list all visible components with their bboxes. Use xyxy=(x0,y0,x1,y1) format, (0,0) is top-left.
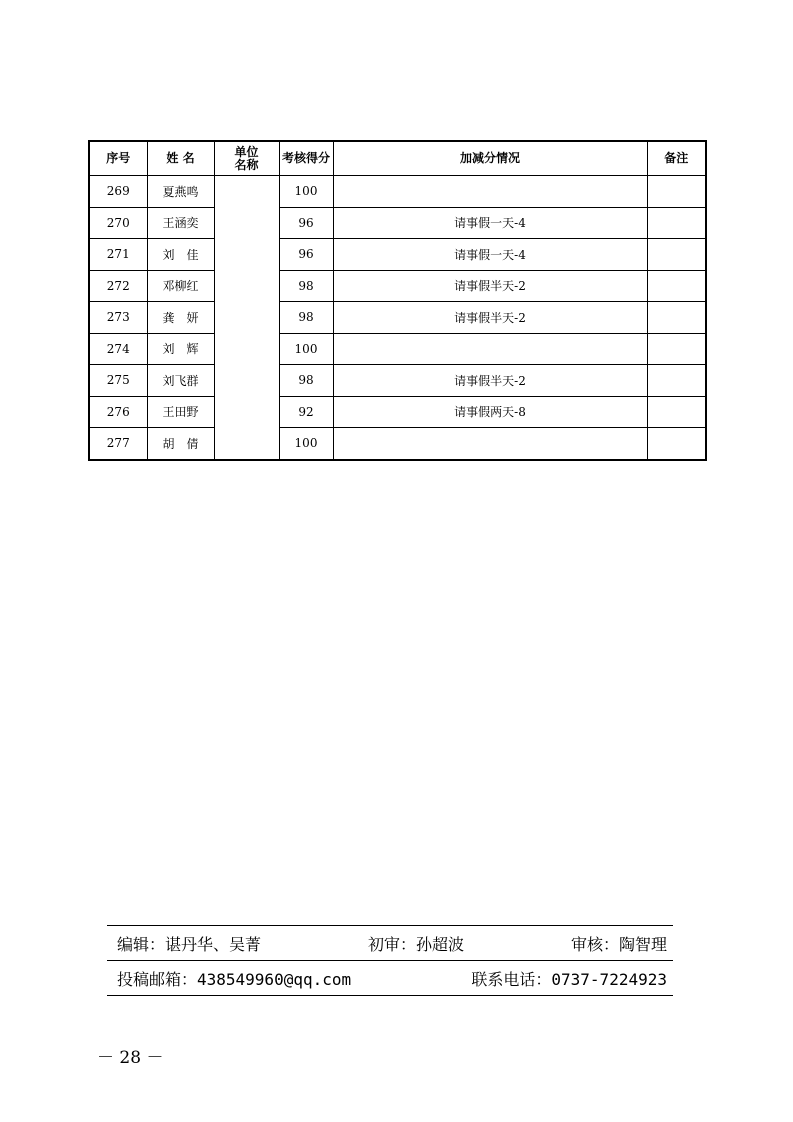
cell-score: 98 xyxy=(279,270,333,302)
cell-seq: 271 xyxy=(89,239,147,271)
cell-adjustment xyxy=(333,428,647,460)
footer-editors: 编辑：谌丹华、吴菁 xyxy=(117,934,262,954)
header-unit-line1: 单位 xyxy=(234,144,259,159)
table-row xyxy=(89,428,706,460)
table-row xyxy=(89,176,706,208)
footer-contact-row xyxy=(107,961,673,995)
cell-remark xyxy=(647,428,706,460)
header-unit xyxy=(214,141,279,176)
cell-unit-merged xyxy=(214,176,279,460)
cell-score: 96 xyxy=(279,239,333,271)
cell-seq: 276 xyxy=(89,396,147,428)
footer-first-review: 初审：孙超波 xyxy=(367,934,464,954)
cell-name: 王涵奕 xyxy=(147,207,214,239)
cell-name: 刘飞群 xyxy=(147,365,214,397)
page-number: － 28 － xyxy=(97,1048,164,1068)
cell-score: 98 xyxy=(279,302,333,334)
score-table xyxy=(88,140,707,461)
table-row xyxy=(89,239,706,271)
cell-adjustment xyxy=(333,176,647,208)
cell-adjustment xyxy=(333,333,647,365)
cell-remark xyxy=(647,207,706,239)
cell-score: 100 xyxy=(279,333,333,365)
cell-adjustment: 请事假半天-2 xyxy=(333,270,647,302)
cell-remark xyxy=(647,239,706,271)
cell-score: 100 xyxy=(279,176,333,208)
footer-email: 投稿邮箱：438549960@qq.com xyxy=(117,969,352,989)
cell-remark xyxy=(647,270,706,302)
cell-adjustment: 请事假半天-2 xyxy=(333,302,647,334)
header-adjustment: 加减分情况 xyxy=(333,141,647,176)
cell-adjustment: 请事假半天-2 xyxy=(333,365,647,397)
cell-seq: 269 xyxy=(89,176,147,208)
footer-review: 审核：陶智理 xyxy=(570,934,667,954)
cell-remark xyxy=(647,333,706,365)
cell-score: 96 xyxy=(279,207,333,239)
cell-seq: 275 xyxy=(89,365,147,397)
cell-score: 98 xyxy=(279,365,333,397)
table-row xyxy=(89,207,706,239)
cell-score: 100 xyxy=(279,428,333,460)
cell-remark xyxy=(647,176,706,208)
cell-seq: 270 xyxy=(89,207,147,239)
cell-name: 龚 妍 xyxy=(147,302,214,334)
table-row xyxy=(89,365,706,397)
table-row xyxy=(89,270,706,302)
cell-adjustment: 请事假两天-8 xyxy=(333,396,647,428)
cell-name: 邓柳红 xyxy=(147,270,214,302)
header-name: 姓 名 xyxy=(147,141,214,176)
cell-name: 刘 佳 xyxy=(147,239,214,271)
cell-seq: 272 xyxy=(89,270,147,302)
table-header-row xyxy=(89,141,706,176)
header-remark: 备注 xyxy=(647,141,706,176)
footer-credits-row xyxy=(107,926,673,960)
cell-remark xyxy=(647,302,706,334)
cell-adjustment: 请事假一天-4 xyxy=(333,239,647,271)
cell-remark xyxy=(647,396,706,428)
cell-adjustment: 请事假一天-4 xyxy=(333,207,647,239)
table-row xyxy=(89,333,706,365)
cell-seq: 274 xyxy=(89,333,147,365)
footer-rule-bottom xyxy=(107,995,673,996)
cell-score: 92 xyxy=(279,396,333,428)
cell-seq: 273 xyxy=(89,302,147,334)
cell-name: 刘 辉 xyxy=(147,333,214,365)
cell-remark xyxy=(647,365,706,397)
cell-name: 王田野 xyxy=(147,396,214,428)
cell-name: 夏燕鸣 xyxy=(147,176,214,208)
footer-phone: 联系电话：0737-7224923 xyxy=(471,969,667,989)
cell-name: 胡 倩 xyxy=(147,428,214,460)
table-row xyxy=(89,302,706,334)
table-row xyxy=(89,396,706,428)
header-unit-line2: 名称 xyxy=(234,157,259,172)
header-seq: 序号 xyxy=(89,141,147,176)
cell-seq: 277 xyxy=(89,428,147,460)
header-score: 考核得分 xyxy=(279,141,333,176)
footer-block xyxy=(107,925,673,996)
